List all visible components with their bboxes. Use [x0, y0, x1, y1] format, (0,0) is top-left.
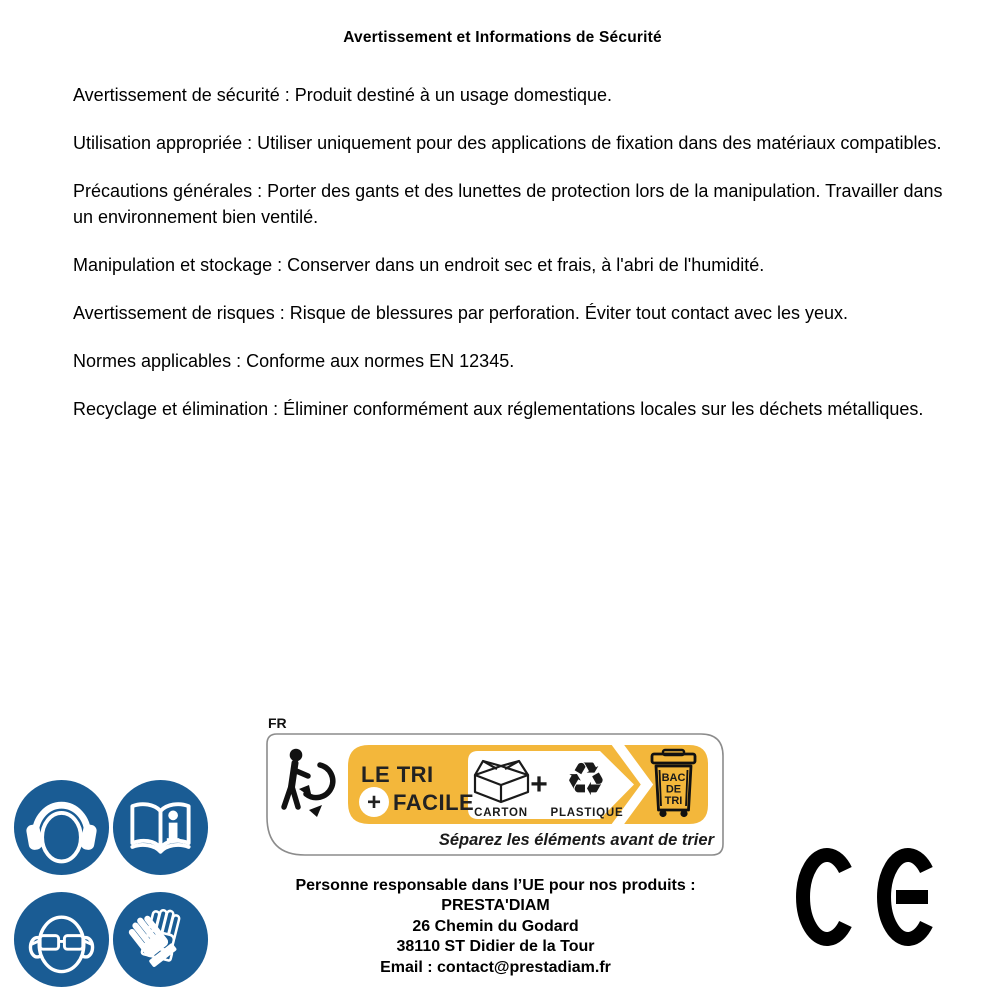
paragraph-risk-warning: Avertissement de risques : Risque de blessures par perforation. Éviter tout contact avec les yeux.	[73, 303, 849, 323]
ce-marking-icon	[795, 842, 945, 952]
wear-ear-protection-icon	[13, 779, 110, 876]
address-city: 38110 ST Didier de la Tour	[396, 938, 595, 956]
bin-label-line1: BAC	[661, 772, 686, 784]
wear-protective-gloves-icon	[112, 891, 209, 988]
responsible-intro-line: Personne responsable dans l’UE pour nos produits :	[295, 877, 696, 894]
safety-paragraphs	[73, 82, 943, 444]
plastique-label: PLASTIQUE	[550, 807, 624, 819]
paragraph-recycling: Recyclage et élimination : Éliminer conformément aux réglementations locales sur les déchets métalliques.	[73, 399, 924, 419]
responsible-person-block	[268, 876, 723, 978]
wear-eye-protection-icon	[13, 891, 110, 988]
bin-label-line2: DE	[665, 783, 682, 796]
mandatory-pictograms	[13, 779, 213, 991]
plus-sign: +	[366, 789, 382, 816]
bin-label-line3: TRI	[664, 795, 683, 807]
read-instruction-manual-icon	[112, 779, 209, 876]
info-tri-label	[265, 711, 727, 859]
paragraph-handling-storage: Manipulation et stockage : Conserver dans un endroit sec et frais, à l'abri de l'humidité.	[73, 255, 765, 275]
separate-elements-note: Séparez les éléments avant de trier	[438, 831, 714, 849]
company-name: PRESTA'DIAM	[441, 897, 550, 915]
country-code-label: FR	[268, 715, 287, 731]
contact-email: Email : contact@prestadiam.fr	[380, 958, 611, 976]
address-street: 26 Chemin du Godard	[412, 917, 579, 935]
paragraph-safety-warning: Avertissement de sécurité : Produit destiné à un usage domestique.	[73, 85, 612, 105]
carton-label: CARTON	[474, 807, 528, 819]
facile-label: FACILE	[393, 790, 475, 815]
le-tri-label: LE TRI	[361, 762, 434, 787]
paragraph-standards: Normes applicables : Conforme aux normes EN 12345.	[73, 351, 515, 371]
page-title: Avertissement et Informations de Sécurité	[343, 29, 662, 46]
paragraph-appropriate-use: Utilisation appropriée : Utiliser uniquement pour des applications de fixation dans des matériaux compatibles.	[73, 133, 942, 153]
plastique-recycling-icon: ♻	[565, 752, 607, 806]
paragraph-general-precautions: Précautions générales : Porter des gants et des lunettes de protection lors de la manipulation. Travailler dans un environnement bien ventilé.	[73, 181, 943, 227]
materials-plus-sign: +	[530, 768, 548, 801]
